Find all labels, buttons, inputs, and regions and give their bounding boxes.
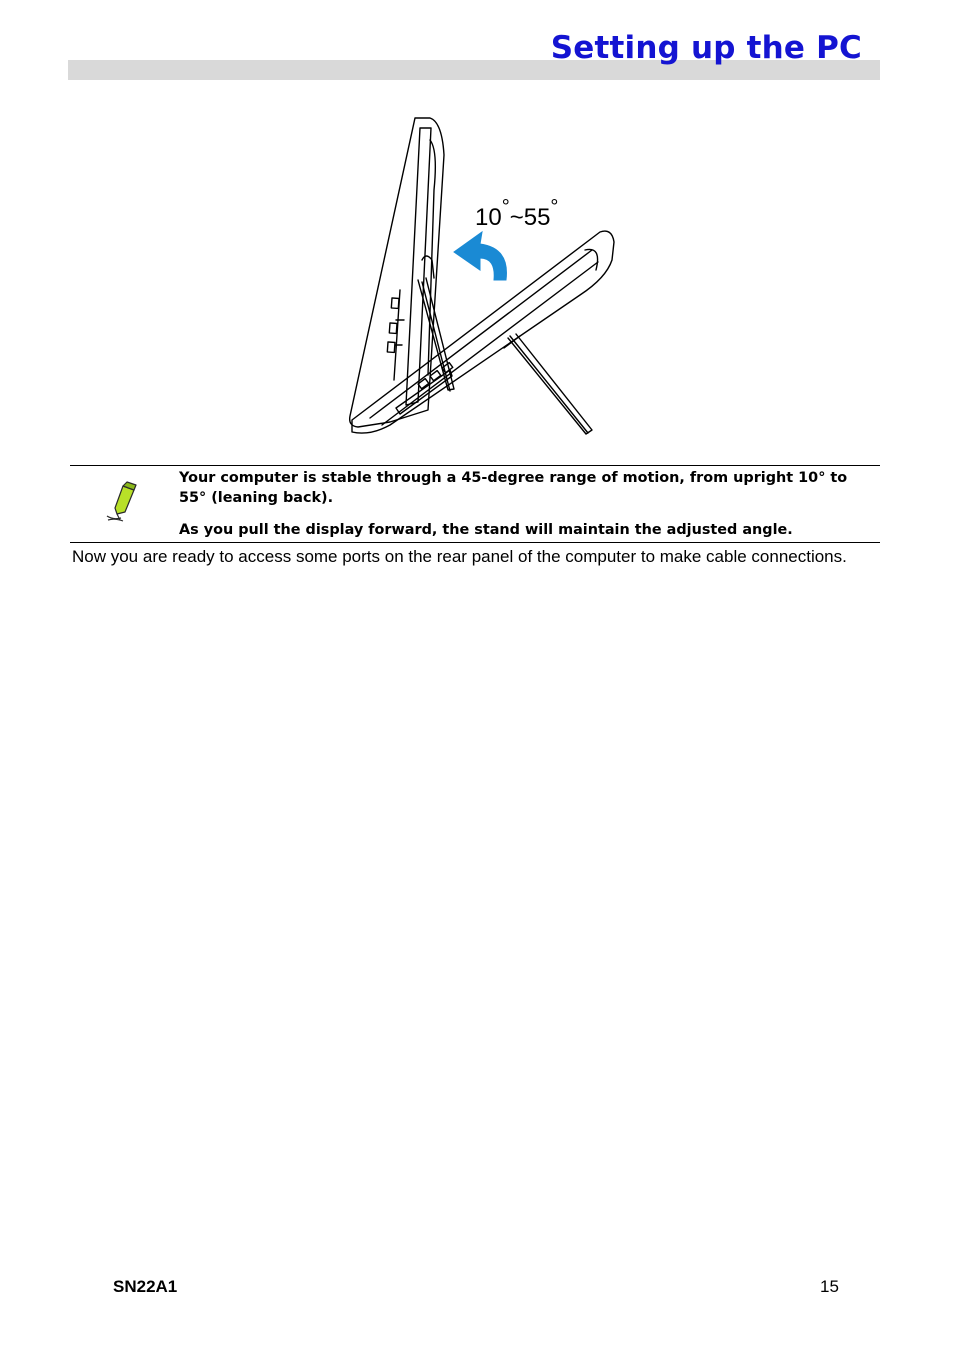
- degree-symbol-1: °: [501, 196, 510, 218]
- pencil-note-icon: [103, 480, 141, 522]
- note-bottom-rule: [70, 542, 880, 543]
- note-line-2: As you pull the display forward, the stand will maintain the adjusted angle.: [179, 522, 793, 538]
- page-title: Setting up the PC: [550, 30, 862, 66]
- note-text: [179, 468, 869, 540]
- reclined-monitor: [352, 231, 614, 433]
- note-line-1: Your computer is stable through a 45-degree range of motion, from upright 10° to 55° (leaning back).: [179, 470, 848, 506]
- footer-page-number: 15: [820, 1277, 839, 1296]
- angle-end: ~55: [509, 204, 551, 231]
- tilt-angle-illustration: [330, 110, 630, 445]
- tilt-angle-label: [475, 196, 558, 232]
- footer-model-name: SN22A1: [113, 1277, 178, 1296]
- body-paragraph: Now you are ready to access some ports on the rear panel of the computer to make cable connections.: [72, 547, 847, 566]
- note-top-rule: [70, 465, 880, 466]
- upright-monitor: [350, 118, 444, 427]
- angle-start: 10: [475, 204, 502, 231]
- tilt-arrow-icon: [454, 232, 506, 280]
- degree-symbol-2: °: [550, 196, 559, 218]
- reclined-stand: [504, 334, 592, 434]
